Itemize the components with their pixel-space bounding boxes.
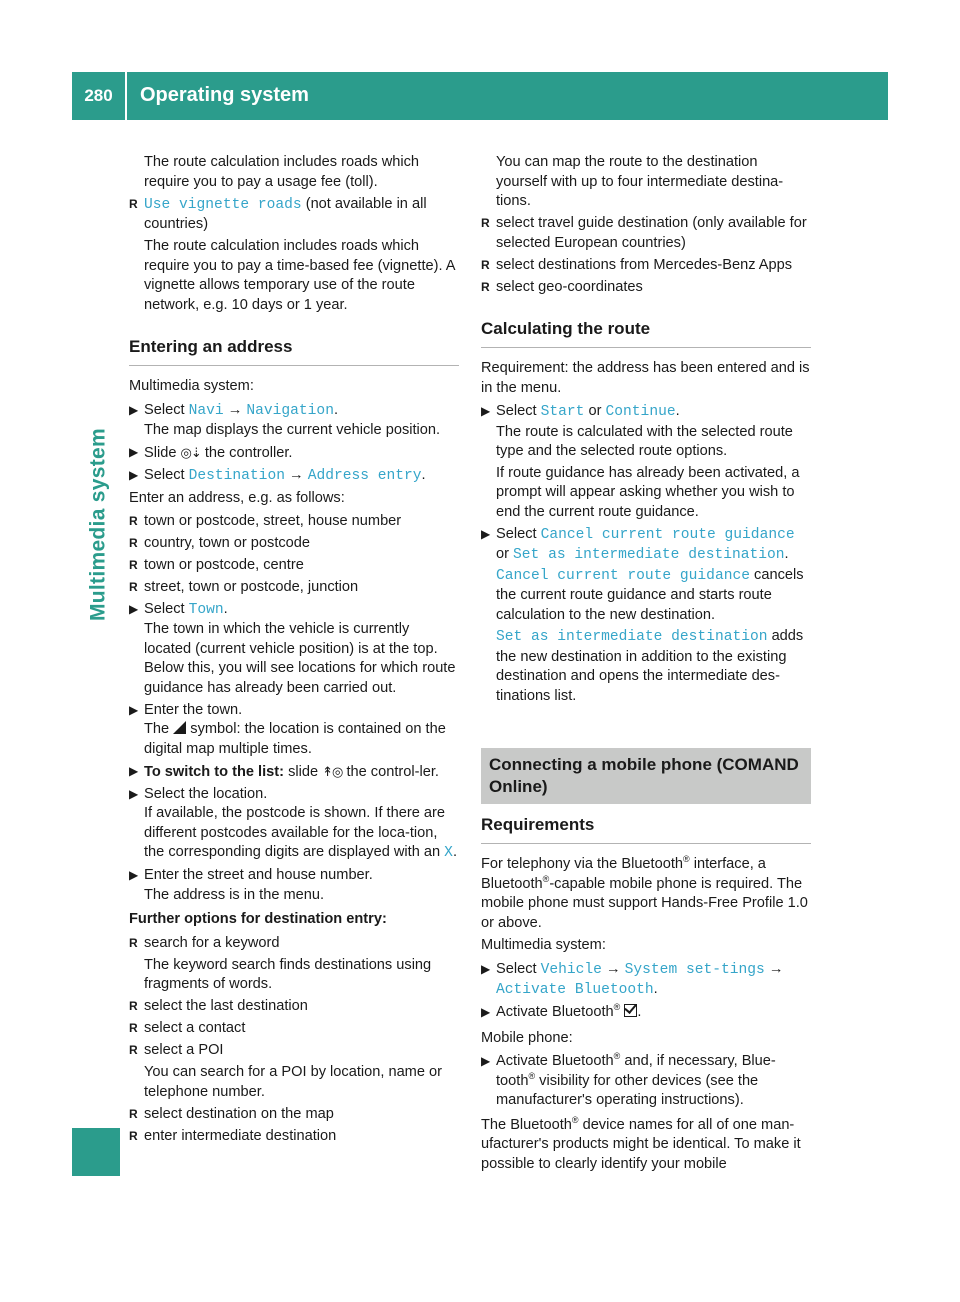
controller-slide-down-icon: ◎⇣ — [180, 445, 201, 460]
step-text: Select — [144, 600, 185, 617]
section-heading-calc: Calculating the route — [481, 318, 811, 348]
menu-destination: Destination — [188, 468, 285, 484]
step-desc: The — [144, 721, 170, 737]
menu-vehicle: Vehicle — [540, 961, 602, 978]
bullet-icon: R — [129, 1128, 138, 1143]
list-item-text: search for a keyword — [144, 934, 280, 951]
step-desc: adds the new destination in addition to the existing destination and opens the intermediate des-tinations list. — [496, 628, 804, 704]
step-desc: cancels the current route guidance and starts route calculation to the new destination. — [496, 566, 804, 623]
step-end: . — [452, 844, 457, 860]
enter-address-text: Enter an address, e.g. as follows: — [129, 490, 345, 506]
list-item — [481, 278, 811, 298]
list-item-text: select the last destination — [144, 998, 308, 1014]
bullet-icon: R — [481, 216, 490, 230]
header-divider — [125, 72, 127, 120]
bullet-icon: R — [129, 579, 138, 594]
step-arrow-icon: ▶ — [129, 702, 139, 717]
checkbox-checked-icon — [624, 1004, 637, 1017]
paragraph-text: interface, a Bluetooth — [481, 856, 766, 892]
step-arrow-icon: ▶ — [129, 402, 139, 417]
list-item — [129, 534, 459, 554]
bullet-icon: R — [129, 999, 138, 1013]
multimedia-system-label: Multimedia system: — [129, 378, 254, 394]
step-text: Select — [496, 960, 537, 977]
bullet-icon: R — [129, 1106, 138, 1121]
list-item-text: select geo-coordinates — [496, 278, 643, 295]
step-arrow-icon: ▶ — [129, 601, 139, 616]
step-item: ▶ Activate Bluetooth® . — [481, 1003, 811, 1023]
side-tab-marker — [72, 1128, 120, 1176]
paragraph-text: For telephony via the Bluetooth — [481, 856, 684, 872]
menu-arrow: → — [768, 960, 784, 977]
list-item-text: enter intermediate destination — [144, 1127, 337, 1144]
step-end: . — [784, 546, 789, 562]
step-desc: The map displays the current vehicle position. — [144, 422, 441, 438]
menu-continue: Continue — [605, 404, 676, 420]
step-bold-text: To switch to the list: — [144, 763, 284, 780]
bullet-icon: R — [129, 196, 138, 211]
step-text: Slide — [144, 445, 177, 461]
list-item-text: town or postcode, centre — [144, 556, 304, 573]
list-item — [129, 997, 459, 1017]
step-arrow-icon: ▶ — [481, 1005, 491, 1019]
registered-mark: ® — [542, 873, 550, 884]
page-number: 280 — [84, 86, 113, 106]
menu-address-entry: Address entry — [307, 468, 422, 484]
step-item — [481, 960, 811, 1001]
bullet-icon: R — [481, 257, 490, 272]
step-item — [481, 402, 811, 522]
paragraph-text: -capable mobile phone is required. The mobile phone must support Hands-Free Profile 1.0 or above. — [481, 875, 808, 931]
step-end: . — [653, 981, 658, 997]
step-arrow-icon: ▶ — [481, 404, 491, 418]
step-end: . — [223, 600, 228, 617]
menu-navi: Navi — [188, 402, 224, 419]
menu-town: Town — [188, 601, 224, 618]
bullet-icon: R — [481, 279, 490, 294]
menu-set-intermediate: Set as intermediate destination — [513, 547, 785, 563]
mobile-phone-label: Mobile phone: — [481, 1029, 573, 1046]
list-item-text: street, town or postcode, junction — [144, 578, 359, 595]
controller-slide-up-icon: ↟◎ — [322, 763, 343, 779]
list-item — [129, 934, 459, 954]
list-item — [129, 1127, 459, 1147]
menu-system-settings: System set-tings — [624, 961, 765, 978]
multiple-locations-triangle-icon — [173, 721, 186, 734]
step-arrow-icon: ▶ — [129, 763, 139, 778]
final-paragraph — [481, 1116, 811, 1175]
menu-arrow: → — [227, 401, 243, 418]
registered-mark: ® — [528, 1070, 536, 1081]
bullet-item — [129, 195, 459, 235]
bullet-icon: R — [129, 557, 138, 572]
step-arrow-icon: ▶ — [481, 1054, 491, 1068]
vignette-rest: (not available in all countries) — [144, 195, 427, 232]
step-text: Select — [496, 525, 537, 542]
menu-activate-bluetooth: Activate Bluetooth — [496, 982, 654, 998]
page-title: Operating system — [140, 84, 309, 107]
step-text: slide — [288, 763, 319, 780]
registered-mark: ® — [571, 1114, 579, 1125]
toll-desc: The route calculation includes roads which require you to pay a usage fee (toll). — [144, 154, 420, 190]
step-item — [129, 866, 459, 905]
step-desc: If route guidance has already been activated, a prompt will appear asking whether you wish to end the current route guidance. — [496, 464, 800, 520]
option-desc: You can search for a POI by location, name or telephone number. — [144, 1064, 442, 1100]
step-item — [481, 1052, 811, 1111]
step-desc-block — [496, 627, 811, 706]
step-desc: The address is in the menu. — [144, 886, 325, 903]
side-section-label: Multimedia system — [86, 428, 110, 622]
step-text: the controller. — [204, 445, 293, 461]
list-item — [129, 1041, 459, 1061]
step-end: . — [675, 403, 680, 419]
menu-x-marker: X — [444, 845, 453, 861]
section-heading-requirements: Requirements — [481, 814, 811, 844]
step-arrow-icon: ▶ — [129, 445, 139, 459]
step-text: Enter the street and house number. — [144, 867, 373, 883]
step-item — [129, 443, 459, 464]
step-desc: The route is calculated with the selected route type and the selected route options. — [496, 423, 793, 459]
step-item — [129, 762, 459, 783]
step-end: . — [333, 401, 339, 418]
list-item-text: town or postcode, street, house number — [144, 512, 402, 529]
vignette-code: Use vignette roads — [144, 196, 302, 213]
step-item — [129, 401, 459, 441]
bullet-icon: R — [129, 535, 138, 550]
menu-arrow: → — [606, 960, 621, 977]
further-options-heading: Further options for destination entry: — [129, 911, 387, 927]
left-column — [129, 153, 459, 1149]
step-desc: The town in which the vehicle is currently located (current vehicle position) is at the top. Below this, you will see locations for which route guidance has already been carried out. — [144, 621, 456, 696]
paragraph-text: The Bluetooth — [481, 1116, 572, 1133]
bullet-icon: R — [129, 513, 138, 528]
menu-arrow: → — [289, 467, 304, 483]
step-text: Select — [496, 403, 537, 419]
step-desc: symbol: the location is contained on the digital map multiple times. — [144, 721, 446, 757]
list-item — [481, 256, 811, 276]
list-item — [129, 512, 459, 532]
step-arrow-icon: ▶ — [129, 786, 139, 801]
menu-cancel-route: Cancel current route guidance — [540, 526, 795, 543]
step-item — [481, 525, 811, 707]
step-text: Activate Bluetooth — [496, 1004, 614, 1020]
menu-navigation: Navigation — [246, 402, 334, 419]
step-item — [129, 466, 459, 487]
section-heading-address: Entering an address — [129, 336, 459, 366]
multimedia-system-label: Multimedia system: — [481, 937, 606, 953]
step-arrow-icon: ▶ — [481, 961, 491, 976]
bullet-icon: R — [129, 935, 138, 950]
step-text: Select — [144, 467, 185, 483]
menu-set-intermediate: Set as intermediate destination — [496, 629, 768, 645]
step-arrow-icon: ▶ — [481, 526, 491, 541]
step-desc: If available, the postcode is shown. If there are different postcodes available for the loca-tion, the corresponding digits are displayed with an — [144, 805, 445, 860]
step-item — [129, 785, 459, 864]
list-item — [129, 556, 459, 576]
list-item-text: country, town or postcode — [144, 534, 311, 551]
step-text: and, if necessary, Blue-tooth — [496, 1053, 776, 1089]
list-item — [129, 1105, 459, 1125]
step-item — [129, 600, 459, 699]
step-text: visibility for other devices (see the manufacturer's operating instructions). — [496, 1072, 759, 1108]
list-item-text: select a contact — [144, 1020, 246, 1036]
list-item-text: select destinations from Mercedes-Benz Apps — [496, 256, 793, 273]
requirement-text: Requirement: the address has been entered and is in the menu. — [481, 360, 810, 396]
step-end: . — [421, 467, 426, 483]
bluetooth-paragraph — [481, 855, 811, 933]
registered-mark: ® — [613, 1002, 621, 1013]
step-arrow-icon: ▶ — [129, 868, 139, 882]
bullet-icon: R — [129, 1021, 138, 1035]
list-item — [481, 214, 811, 253]
registered-mark: ® — [683, 854, 690, 865]
bullet-icon: R — [129, 1043, 138, 1057]
step-text: Activate Bluetooth — [496, 1053, 614, 1069]
step-text: Select the location. — [144, 785, 268, 802]
paragraph-text: device names for all of one man-ufacturer's products might be identical. To make it possible to clearly identify your mobile — [481, 1116, 801, 1172]
step-text: the control-ler. — [346, 763, 439, 780]
list-item-text: select travel guide destination (only available for selected European countries) — [496, 215, 807, 251]
list-item — [129, 578, 459, 598]
list-item-text: select a POI — [144, 1042, 224, 1058]
list-item-text: select destination on the map — [144, 1105, 334, 1122]
step-text: or — [496, 546, 509, 562]
step-item — [129, 701, 459, 760]
menu-cancel-route: Cancel current route guidance — [496, 567, 750, 584]
registered-mark: ® — [613, 1051, 621, 1062]
step-arrow-icon: ▶ — [129, 468, 139, 482]
right-column — [481, 153, 811, 1177]
step-text: or — [588, 403, 602, 419]
menu-start: Start — [540, 404, 585, 420]
step-text: Select — [144, 401, 185, 418]
vignette-desc: The route calculation includes roads which require you to pay a time-based fee (vignette). A vignette allows temporary use of the route network, e.g. 10 days or 1 year. — [144, 238, 455, 313]
list-item — [129, 1019, 459, 1039]
section-heading-connecting-phone: Connecting a mobile phone (COMAND Online) — [481, 748, 811, 804]
intermediate-desc: You can map the route to the destination yourself with up to four intermediate destina-tions. — [496, 154, 784, 209]
option-desc: The keyword search finds destinations using fragments of words. — [144, 956, 432, 992]
step-text: Enter the town. — [144, 701, 243, 718]
